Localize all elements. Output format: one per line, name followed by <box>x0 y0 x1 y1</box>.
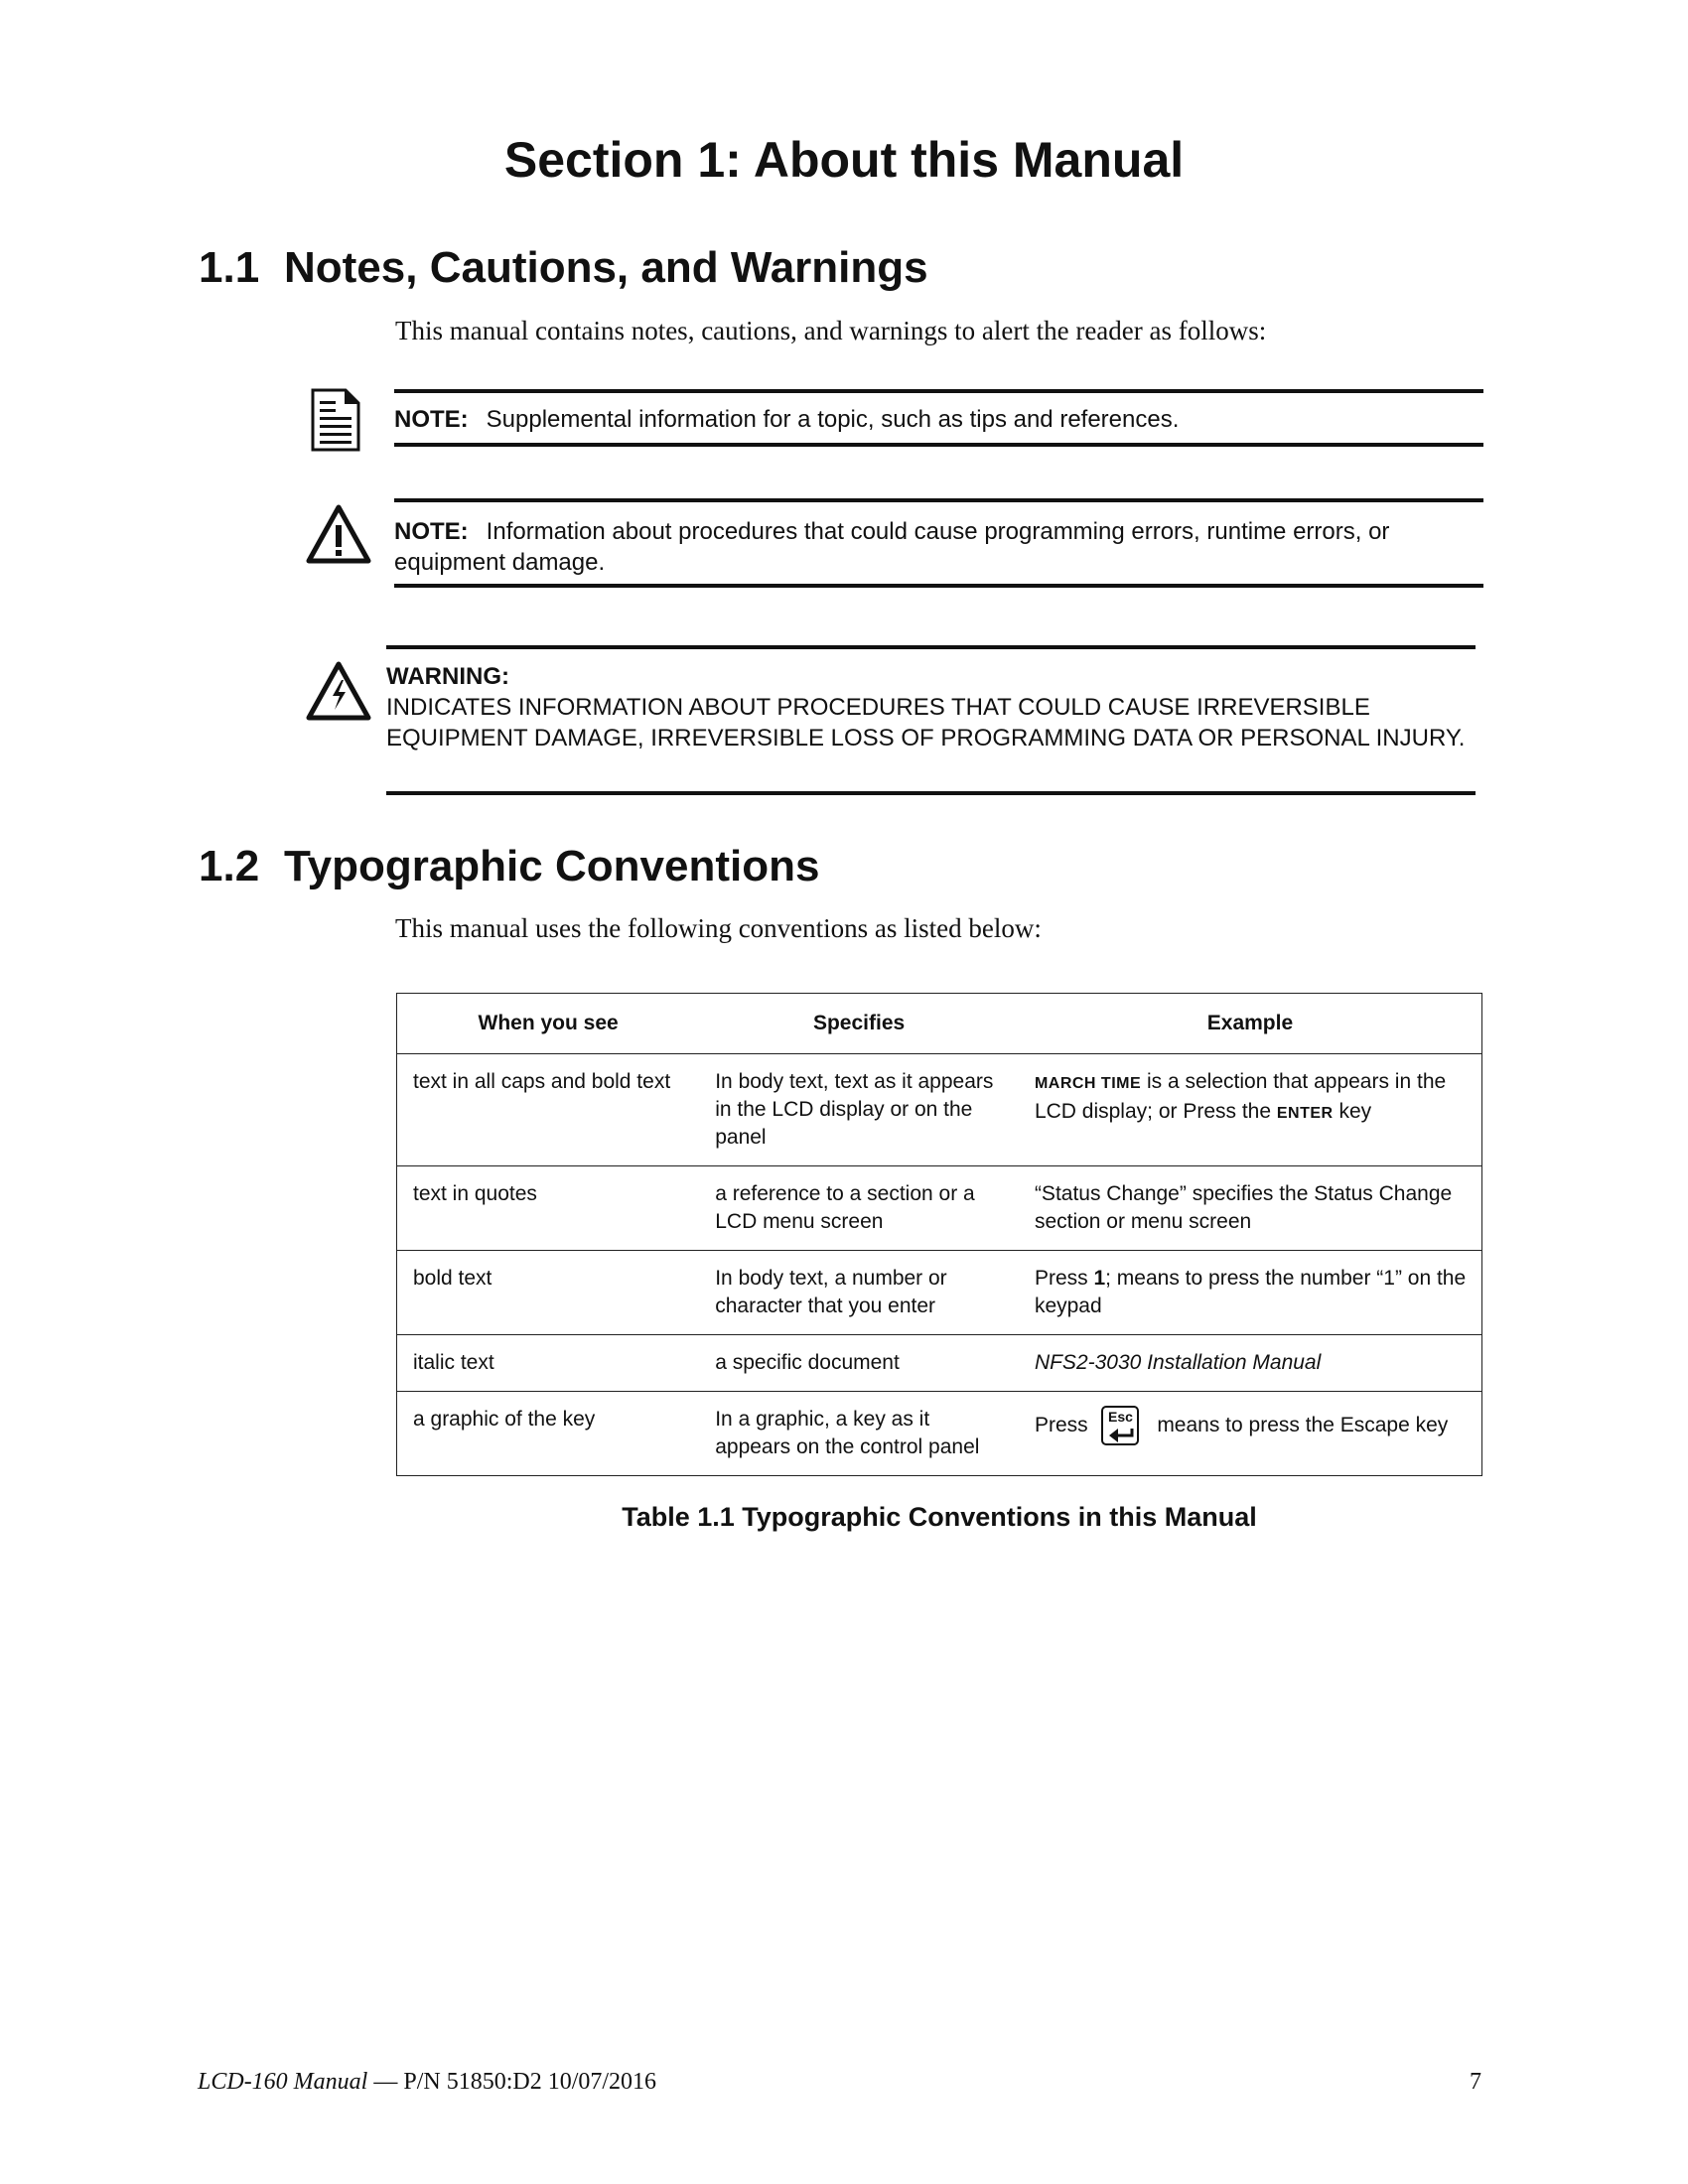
cell-specifies: In a graphic, a key as it appears on the control panel <box>699 1392 1019 1476</box>
caps-text: MARCH TIME <box>1034 1075 1142 1092</box>
table-header-row <box>397 994 1482 1054</box>
table-row <box>397 1335 1482 1392</box>
table-row <box>397 1251 1482 1335</box>
cell-see: a graphic of the key <box>397 1392 700 1476</box>
note-label: NOTE: <box>394 518 469 545</box>
esc-key-label: Esc <box>1108 1409 1133 1425</box>
example-text: means to press the Escape key <box>1157 1414 1449 1436</box>
table-row <box>397 1166 1482 1251</box>
heading-number: 1.1 <box>199 243 260 292</box>
footer-part-number: — P/N 51850:D2 10/07/2016 <box>367 2069 657 2095</box>
section-title: Section 1: About this Manual <box>503 132 1185 188</box>
warning-label: WARNING: <box>386 663 509 690</box>
cell-example <box>1019 1392 1482 1476</box>
note-caution <box>394 498 1483 588</box>
note-label: NOTE: <box>394 406 469 433</box>
heading-text: Typographic Conventions <box>284 842 820 890</box>
esc-key-icon <box>1101 1406 1139 1445</box>
arrow-left-icon <box>1108 1427 1134 1442</box>
footer-manual-title: LCD-160 Manual <box>198 2069 368 2095</box>
cell-example <box>1019 1054 1482 1166</box>
header-specifies: Specifies <box>699 994 1019 1054</box>
cell-specifies: a reference to a section or a LCD menu screen <box>699 1166 1019 1251</box>
caution-triangle-icon <box>305 503 372 565</box>
heading-text: Notes, Cautions, and Warnings <box>284 243 928 292</box>
example-text: Press <box>1034 1267 1094 1290</box>
heading-1-1 <box>199 243 928 293</box>
example-text: is a selection that appears in the LCD display; or Press the <box>1034 1070 1447 1123</box>
cell-specifies: In body text, text as it appears in the LCD display or on the panel <box>699 1054 1019 1166</box>
cell-example <box>1019 1335 1482 1392</box>
header-when-you-see: When you see <box>397 994 700 1054</box>
cell-specifies: a specific document <box>699 1335 1019 1392</box>
page-number: 7 <box>1470 2069 1481 2095</box>
note-text: Supplemental information for a topic, such as tips and references. <box>486 406 1180 433</box>
cell-see: text in quotes <box>397 1166 700 1251</box>
example-text: key <box>1333 1100 1372 1123</box>
cell-specifies: In body text, a number or character that you enter <box>699 1251 1019 1335</box>
document-icon <box>310 387 361 453</box>
heading-number: 1.2 <box>199 842 260 890</box>
conventions-table <box>396 993 1482 1476</box>
footer-left <box>198 2069 656 2096</box>
cell-see: text in all caps and bold text <box>397 1054 700 1166</box>
cell-example: “Status Change” specifies the Status Change section or menu screen <box>1019 1166 1482 1251</box>
note-text: Information about procedures that could cause programming errors, runtime errors, or equipment damage. <box>394 518 1390 576</box>
warning-text: INDICATES INFORMATION ABOUT PROCEDURES THAT COULD CAUSE IRREVERSIBLE EQUIPMENT DAMAGE, IRREVERSIBLE LOSS OF PROGRAMMING DATA OR PERSONAL INJURY. <box>386 694 1466 751</box>
header-example: Example <box>1019 994 1482 1054</box>
lightning-triangle-icon <box>305 660 372 722</box>
example-text: ; means to press the number “1” on the keypad <box>1034 1267 1467 1317</box>
note-supplemental <box>394 389 1483 447</box>
caps-text: ENTER <box>1276 1105 1334 1122</box>
cell-see: bold text <box>397 1251 700 1335</box>
warning-callout <box>386 645 1476 795</box>
italic-text: NFS2-3030 Installation Manual <box>1034 1351 1322 1374</box>
table-row <box>397 1054 1482 1166</box>
heading-1-2 <box>199 842 819 891</box>
cell-see: italic text <box>397 1335 700 1392</box>
bold-text: 1 <box>1093 1267 1106 1290</box>
cell-example <box>1019 1251 1482 1335</box>
table-row <box>397 1392 1482 1476</box>
example-text: Press <box>1034 1414 1088 1436</box>
intro-1-2: This manual uses the following conventions as listed below: <box>395 913 1042 943</box>
intro-1-1: This manual contains notes, cautions, and warnings to alert the reader as follows: <box>395 316 1267 345</box>
table-caption: Table 1.1 Typographic Conventions in this Manual <box>622 1502 1257 1532</box>
